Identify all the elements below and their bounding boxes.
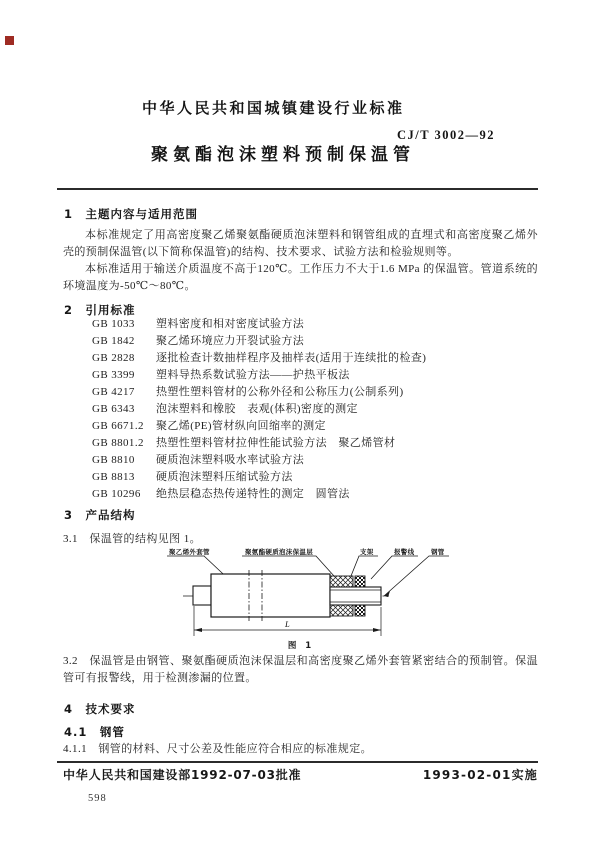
- reference-title: 硬质泡沫塑料压缩试验方法: [156, 471, 293, 483]
- support-block-bottom: [355, 605, 365, 616]
- reference-code: GB 6671.2: [92, 420, 144, 432]
- reference-item: [92, 469, 538, 486]
- document-title: 聚氨酯泡沫塑料预制保温管: [151, 145, 415, 165]
- reference-code: GB 6343: [92, 403, 135, 415]
- reference-code: GB 10296: [92, 488, 141, 500]
- reference-title: 塑料导热系数试验方法——护热平板法: [156, 369, 350, 381]
- reference-item: [92, 435, 538, 452]
- reference-item: [92, 486, 538, 503]
- section-1-heading: 1 主题内容与适用范围: [64, 207, 199, 221]
- reference-code: GB 8813: [92, 471, 135, 483]
- reference-item: [92, 350, 538, 367]
- dimension-arrow-left: [194, 628, 202, 632]
- dimension-arrow-right: [373, 628, 381, 632]
- section-3-2-text: 3.2 保温管是由钢管、聚氨酯硬质泡沫保温层和高密度聚乙烯外套管紧密结合的预制管。保温管可有报警线，用于检测渗漏的位置。: [63, 655, 538, 684]
- reference-list: [92, 316, 538, 503]
- label-foam: 聚氨酯硬质泡沫保温层: [245, 548, 313, 556]
- approval-line: 中华人民共和国建设部1992-07-03批准: [63, 768, 302, 782]
- figure-caption: 图 1: [287, 641, 315, 651]
- page-number: 598: [88, 793, 107, 804]
- standard-type-title: 中华人民共和国城镇建设行业标准: [142, 99, 405, 117]
- figure-1-diagram: [163, 545, 463, 655]
- reference-code: GB 1033: [92, 318, 135, 330]
- reference-item: [92, 333, 538, 350]
- reference-item: [92, 452, 538, 469]
- label-support: 支架: [360, 548, 374, 556]
- outer-casing: [211, 574, 330, 617]
- reference-title: 热塑性塑料管材拉伸性能试验方法 聚乙烯管材: [156, 437, 396, 449]
- support-block-top: [355, 576, 365, 587]
- reference-code: GB 4217: [92, 386, 135, 398]
- section-4-1-1-text: 4.1.1 钢管的材料、尺寸公差及性能应符合相应的标准规定。: [63, 743, 372, 755]
- section-2-heading: 2 引用标准: [64, 303, 136, 317]
- section-1-paragraph-2: 本标准适用于输送介质温度不高于120℃。工作压力不大于1.6 MPa 的保温管。管道系统的环境温度为-50℃～80℃。: [63, 263, 538, 292]
- dimension-label: L: [285, 619, 290, 629]
- reference-item: [92, 401, 538, 418]
- reference-code: GB 2828: [92, 352, 135, 364]
- foam-layer-top: [330, 576, 353, 587]
- section-3-heading: 3 产品结构: [64, 508, 136, 522]
- reference-item: [92, 367, 538, 384]
- reference-title: 逐批检查计数抽样程序及抽样表(适用于连续批的检查): [156, 352, 427, 364]
- reference-title: 热塑性塑料管材的公称外径和公称压力(公制系列): [156, 386, 404, 398]
- implementation-line: 1993-02-01实施: [422, 768, 538, 782]
- reference-title: 聚乙烯环境应力开裂试验方法: [156, 335, 305, 347]
- reference-title: 绝热层稳态热传递特性的测定 圆管法: [156, 488, 350, 500]
- reference-item: [92, 418, 538, 435]
- reference-code: GB 8801.2: [92, 437, 144, 449]
- reference-title: 塑料密度和相对密度试验方法: [156, 318, 305, 330]
- label-alarm-wire: 报警线: [394, 548, 415, 556]
- red-corner-mark: [5, 36, 14, 45]
- reference-code: GB 1842: [92, 335, 135, 347]
- footer-divider: [57, 761, 538, 763]
- reference-code: GB 3399: [92, 369, 135, 381]
- header-divider: [57, 188, 538, 190]
- reference-title: 泡沫塑料和橡胶 表观(体积)密度的测定: [156, 403, 358, 415]
- section-3-1-text: 3.1 保温管的结构见图 1。: [63, 533, 201, 545]
- reference-code: GB 8810: [92, 454, 135, 466]
- foam-layer-bottom: [330, 605, 353, 616]
- standard-number: CJ/T 3002—92: [397, 128, 495, 142]
- reference-title: 聚乙烯(PE)管材纵向回缩率的测定: [156, 420, 326, 432]
- label-steel-pipe: 钢管: [431, 548, 445, 556]
- reference-item: [92, 316, 538, 333]
- left-pipe-stub: [193, 586, 211, 605]
- label-casing: 聚乙烯外套管: [169, 548, 210, 556]
- reference-title: 硬质泡沫塑料吸水率试验方法: [156, 454, 305, 466]
- section-4-heading: 4 技术要求: [64, 702, 136, 716]
- section-4-1-heading: 4.1 钢管: [64, 725, 125, 739]
- section-1-paragraph-1: 本标准规定了用高密度聚乙烯聚氨酯硬质泡沫塑料和钢管组成的直埋式和高密度聚乙烯外壳的预制保温管(以下简称保温管)的结构、技术要求、试验方法和检验规则等。: [63, 229, 538, 258]
- reference-item: [92, 384, 538, 401]
